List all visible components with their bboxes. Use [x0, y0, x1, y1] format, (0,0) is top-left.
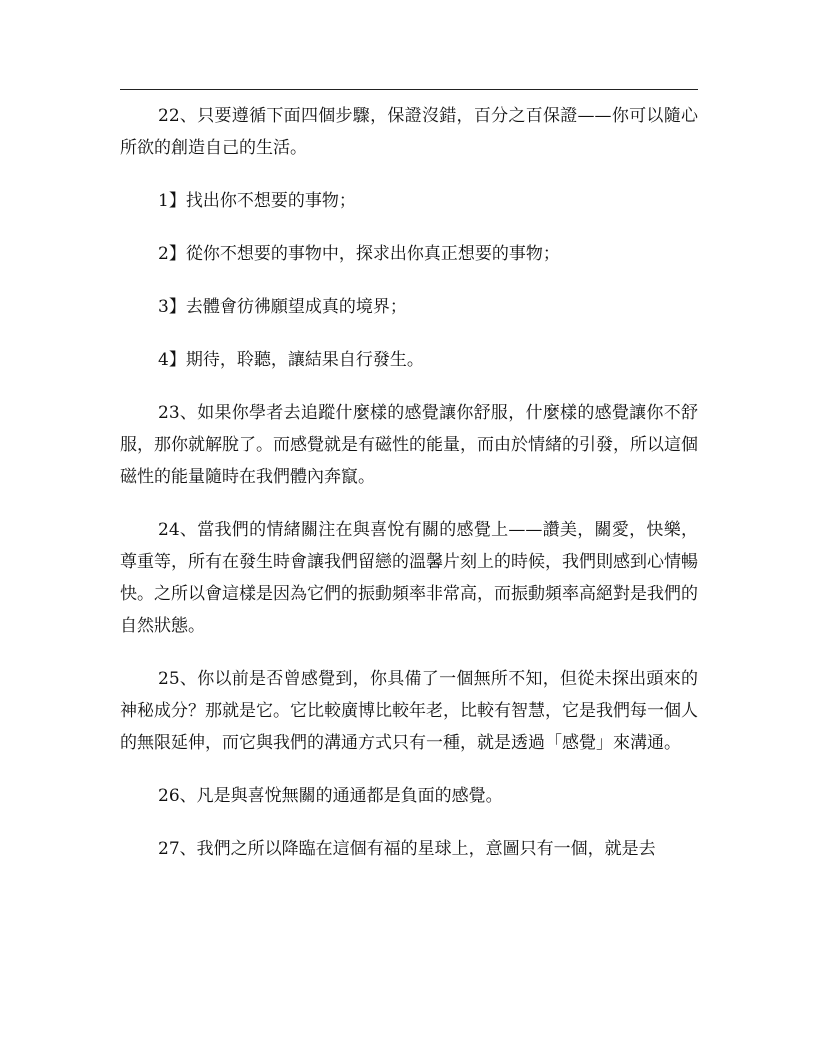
document-body [120, 100, 698, 865]
step-1: 1】找出你不想要的事物； [158, 191, 356, 211]
paragraph-24: 24、當我們的情緒關注在與喜悅有關的感覺上——讚美，關愛，快樂，尊重等，所有在發生時會讓我們留戀的溫馨片刻上的時候，我們則感到心情暢快。之所以會這樣是因為它們的振動頻率非常高，而振動頻率高絕對是我們的自然狀態。 [120, 520, 698, 636]
paragraph-27: 27、我們之所以降臨在這個有福的星球上，意圖只有一個，就是去 [158, 839, 656, 859]
paragraph-23: 23、如果你學者去追蹤什麼樣的感覺讓你舒服，什麼樣的感覺讓你不舒服，那你就解脫了。而感覺就是有磁性的能量，而由於情緒的引發，所以這個磁性的能量隨時在我們體內奔竄。 [120, 403, 698, 487]
paragraph-26: 26、凡是與喜悅無關的通通都是負面的感覺。 [158, 786, 503, 806]
paragraph-25: 25、你以前是否曾感覺到，你具備了一個無所不知，但從未探出頭來的神秘成分？那就是它。它比較廣博比較年老，比較有智慧，它是我們每一個人的無限延伸，而它與我們的溝通方式只有一種，就是透過「感覺」來溝通。 [120, 669, 698, 753]
header-rule [120, 89, 698, 90]
paragraph-22: 22、只要遵循下面四個步驟，保證沒錯，百分之百保證——你可以隨心所欲的創造自己的生活。 [120, 106, 698, 158]
step-2: 2】從你不想要的事物中，探求出你真正想要的事物； [158, 244, 560, 264]
step-4: 4】期待，聆聽，讓結果自行發生。 [158, 350, 424, 370]
step-3: 3】去體會彷彿願望成真的境界； [158, 297, 407, 317]
